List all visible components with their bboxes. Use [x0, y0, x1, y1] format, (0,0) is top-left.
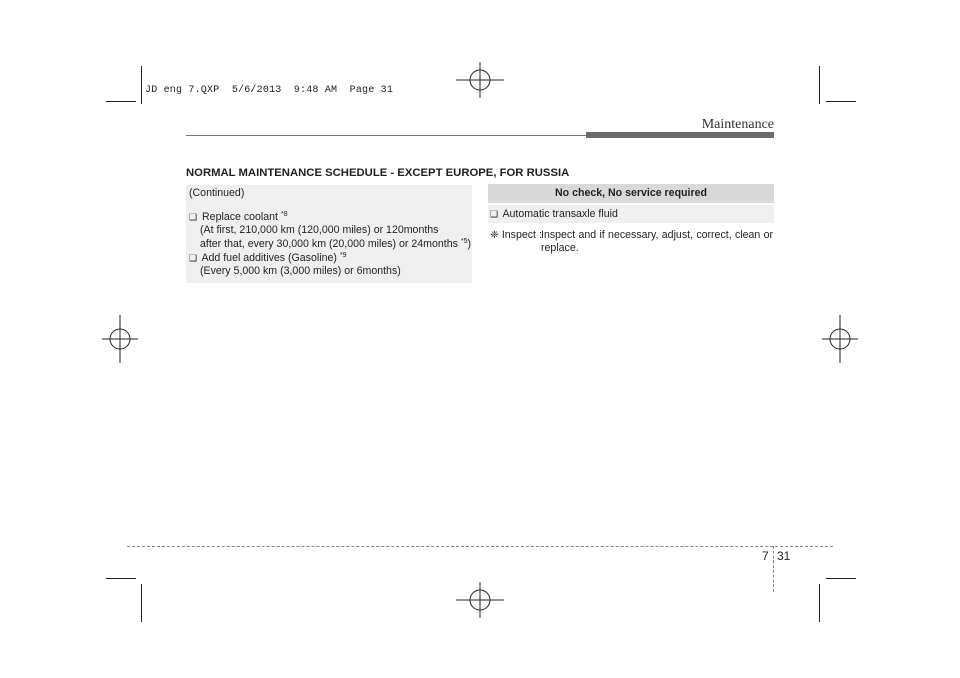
item-detail: (Every 5,000 km (3,000 miles) or 6months)	[200, 265, 401, 277]
item-detail	[200, 238, 471, 251]
footnote-ref: *5	[460, 238, 468, 245]
item-label: Automatic transaxle fluid	[502, 208, 618, 220]
checkbox-bullet-icon: ❑	[189, 253, 198, 263]
item-label: Add fuel additives (Gasoline)	[201, 252, 337, 264]
checkbox-bullet-icon: ❑	[189, 212, 198, 222]
footnote-ref: *9	[339, 252, 347, 259]
list-item	[189, 211, 288, 224]
header-rule-accent	[586, 132, 774, 138]
chapter-number: 7	[762, 549, 769, 563]
footer-divider	[773, 546, 774, 592]
footer-rule	[127, 546, 833, 547]
running-header-title: Maintenance	[701, 117, 774, 132]
checkbox-bullet-icon: ❑	[490, 209, 499, 219]
note-label: Inspect :	[501, 229, 542, 241]
printer-slug: JD eng 7.QXP 5/6/2013 9:48 AM Page 31	[145, 85, 394, 96]
footnote-ref: *8	[280, 211, 288, 218]
section-title: NORMAL MAINTENANCE SCHEDULE - EXCEPT EUROPE, FOR RUSSIA	[186, 167, 570, 179]
page-number: 31	[777, 549, 791, 563]
note-text-line1: Inspect and if necessary, adjust, correct, clean or	[541, 229, 773, 241]
note-text-line2: replace.	[541, 242, 579, 254]
item-label: Replace coolant	[202, 211, 279, 223]
list-item	[189, 252, 346, 265]
item-detail: (At first, 210,000 km (120,000 miles) or 120months	[200, 224, 439, 236]
note-symbol-icon: ❈	[490, 229, 499, 241]
item-detail-text: )	[467, 238, 472, 250]
inspect-note	[490, 229, 542, 242]
continued-label: (Continued)	[189, 187, 245, 199]
right-panel-header: No check, No service required	[488, 184, 774, 203]
list-item	[490, 208, 618, 221]
item-detail-text: after that, every 30,000 km (20,000 miles) or 24months	[200, 238, 458, 250]
